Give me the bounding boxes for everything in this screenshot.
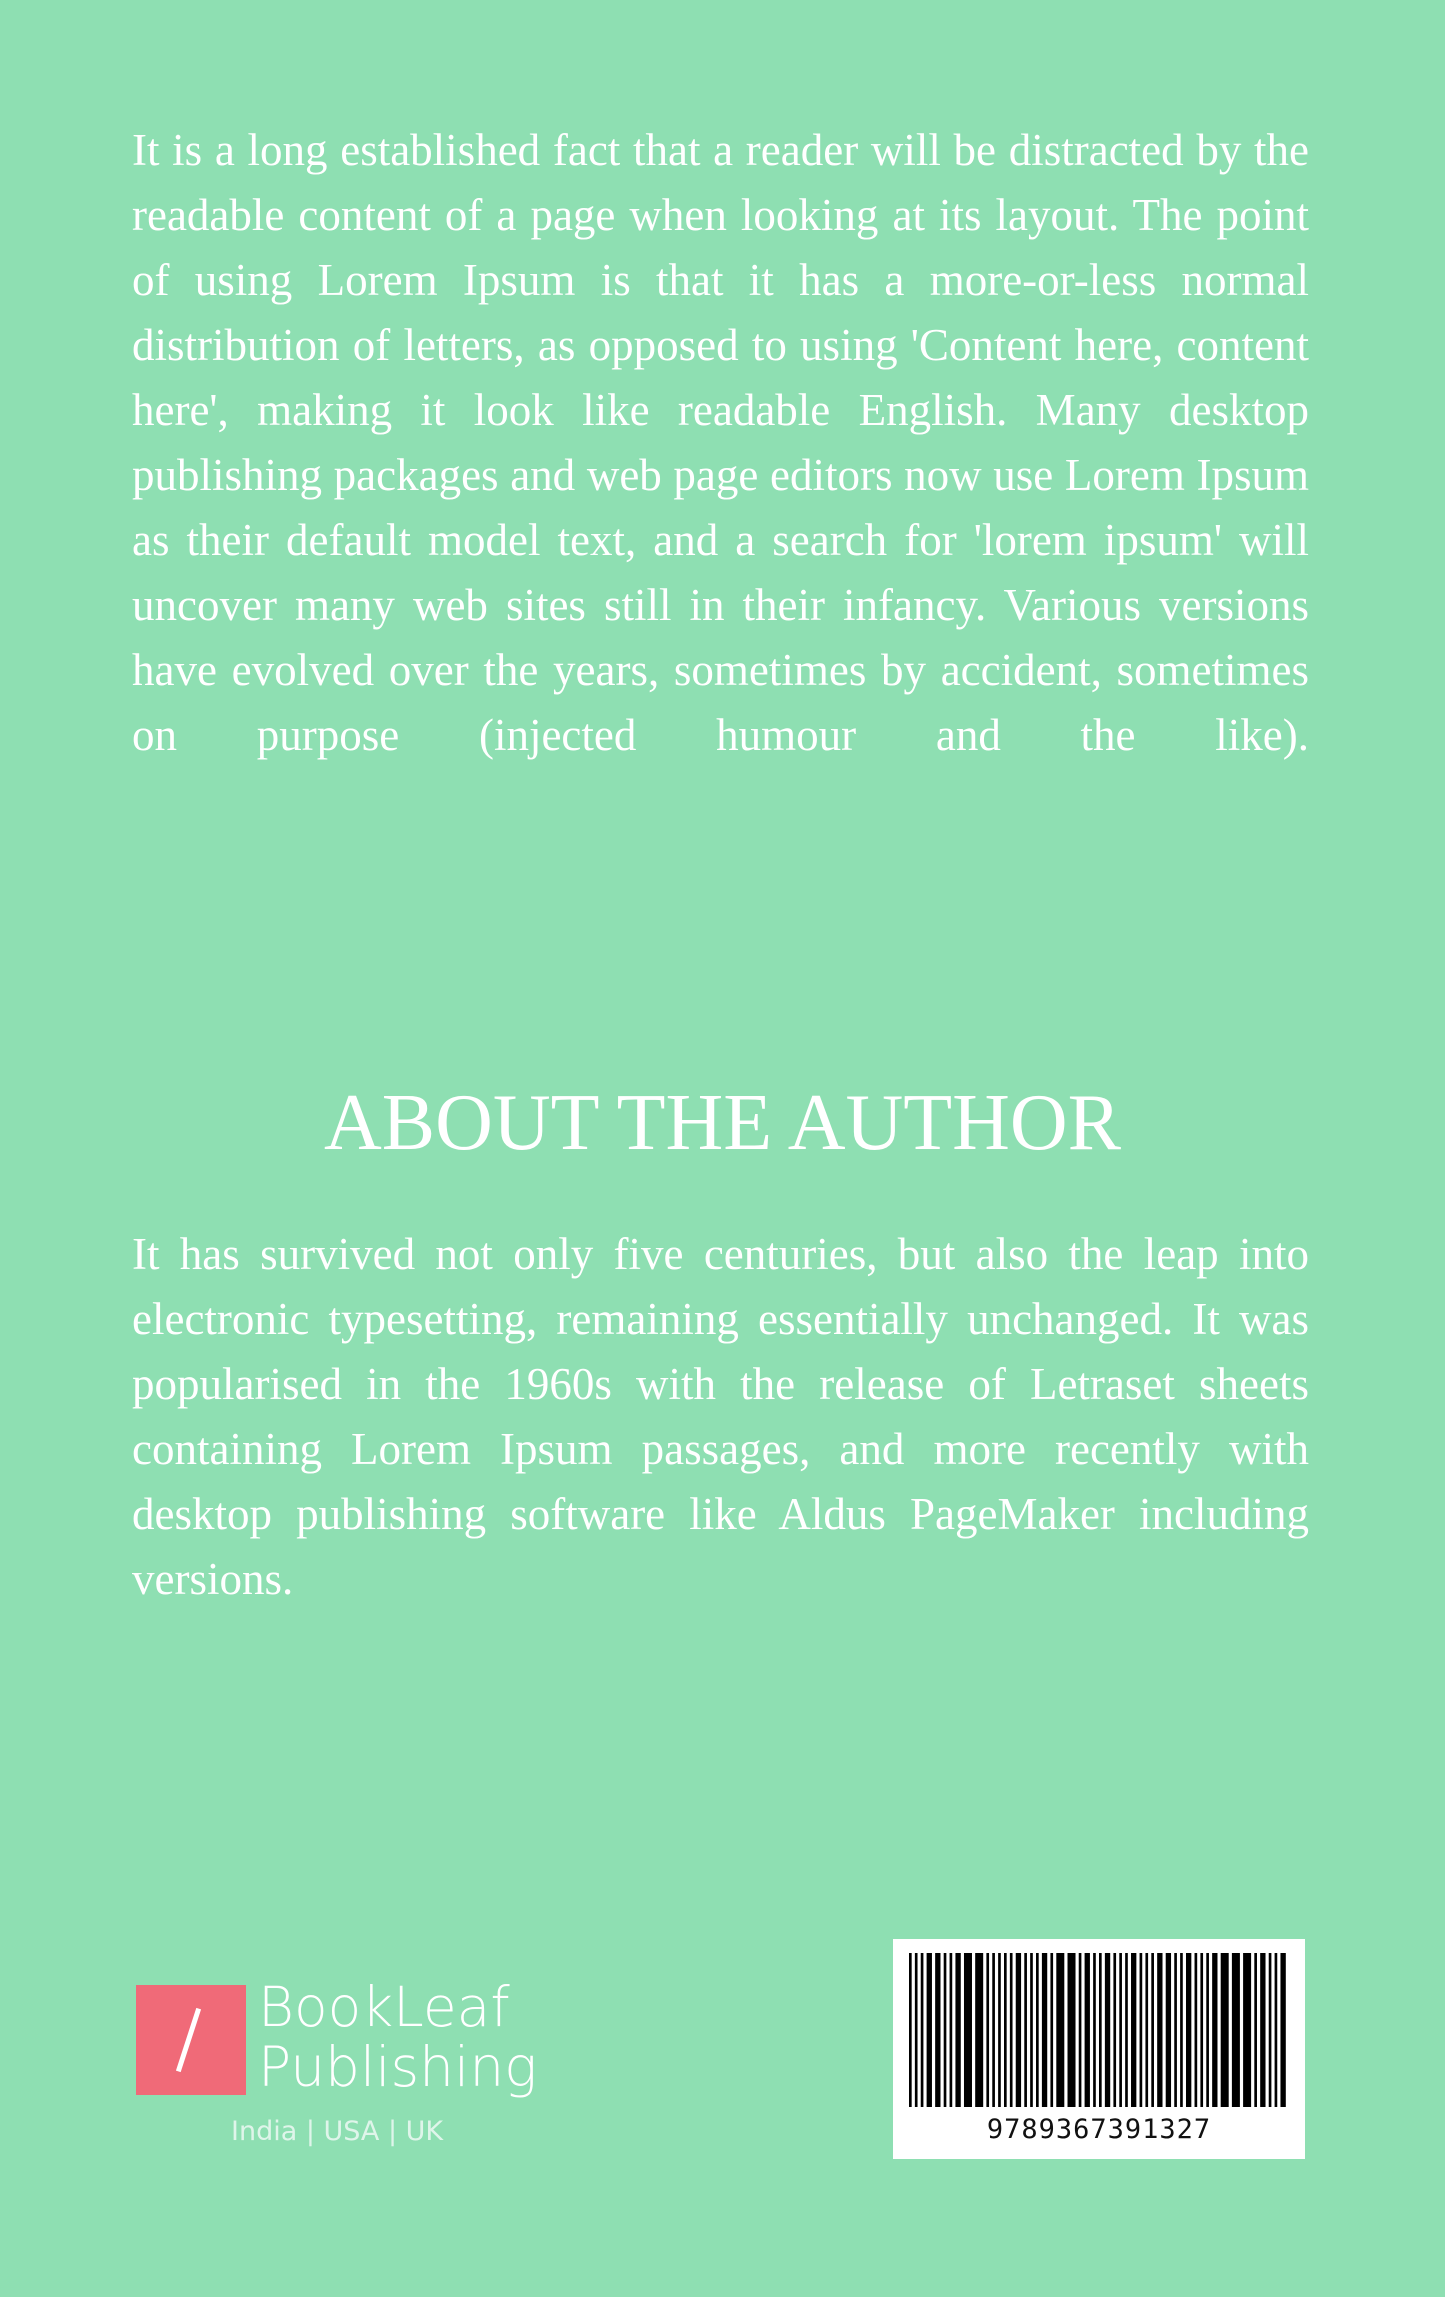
barcode-bar [1024,1953,1027,2107]
barcode-bar [1119,1953,1122,2107]
barcode-bar [1085,1953,1090,2107]
barcode-bar [1093,1953,1096,2107]
barcode-bar [1195,1953,1198,2107]
barcode-bar [1113,1953,1116,2107]
barcode-bar [1010,1953,1013,2107]
barcode-bar [1280,1953,1285,2107]
barcode-bar [1036,1953,1039,2107]
publisher-regions: India | USA | UK [231,2116,444,2147]
barcode-bar [1157,1953,1162,2107]
barcode-bar [1030,1953,1033,2107]
barcode-bar [1125,1953,1128,2107]
barcode-bar [944,1953,947,2107]
barcode-bar [909,1953,912,2107]
barcode-bar [998,1953,1001,2107]
barcode-bar [1269,1953,1272,2107]
barcode-bar [1260,1953,1265,2107]
barcode-bar [1275,1953,1278,2107]
author-bio: It has survived not only five centuries, but also the leap into electronic typesetting, remaining essentially unchanged. It was popularised in the 1960s with the release of Letraset sheets containing Lorem Ipsum passages, and more recently with desktop publishing software like Aldus PageMaker including versions. [132,1229,1309,1604]
barcode-bar [1056,1953,1064,2107]
barcode-bar [1186,1953,1191,2107]
barcode-bar [1050,1953,1053,2107]
barcode-bar [1212,1953,1217,2107]
barcode-bar [950,1953,953,2107]
publisher-name [258,1977,537,2097]
barcode-bar [1068,1953,1076,2107]
barcode-bar [1042,1953,1047,2107]
barcode-bar [1131,1953,1136,2107]
barcode-bar [1174,1953,1177,2107]
barcode-bar [1200,1953,1203,2107]
barcode-bar [1232,1953,1240,2107]
barcode-bars-icon [893,1939,1305,2115]
isbn-barcode [893,1939,1305,2159]
barcode-bar [964,1953,972,2107]
barcode-bar [992,1953,995,2107]
barcode-bar [1243,1953,1251,2107]
barcode-bar [935,1953,940,2107]
barcode-bar [1004,1953,1007,2107]
publisher-slash-icon [136,1985,246,2095]
barcode-bar [986,1953,989,2107]
barcode-bar [1254,1953,1257,2107]
barcode-bar [915,1953,918,2107]
barcode-bar [1140,1953,1143,2107]
publisher-logo [136,1975,556,2155]
barcode-bar [975,1953,983,2107]
back-cover-blurb: It is a long established fact that a reader will be distracted by the readable content of a page when looking at its layout. The point of using Lorem Ipsum is that it has a more-or-less normal distribution of letters, as opposed to using 'Content here, content here', making it look like readable English. Many desktop publishing packages and web page editors now use Lorem Ipsum as their default model text, and a search for 'lorem ipsum' will uncover many web sites still in their infancy. Various versions have evolved over the years, sometimes by accident, sometimes on purpose (injected humour and the like). [132,125,1309,760]
isbn-number: 9789367391327 [986,2114,1212,2145]
barcode-bar [1105,1953,1110,2107]
publisher-name-line2: Publishing [258,2035,538,2099]
barcode-bar [955,1953,960,2107]
barcode-bar [1151,1953,1154,2107]
barcode-bar [1206,1953,1209,2107]
barcode-bar [927,1953,932,2107]
barcode-bar [1016,1953,1021,2107]
barcode-bar [921,1953,924,2107]
barcode-bar [1079,1953,1082,2107]
barcode-bar [1145,1953,1148,2107]
about-author-heading: ABOUT THE AUTHOR [323,1079,1122,1167]
publisher-name-line1: BookLeaf [258,1975,510,2039]
barcode-bar [1180,1953,1183,2107]
barcode-bar [1099,1953,1102,2107]
barcode-bar [1221,1953,1229,2107]
barcode-bar [1166,1953,1171,2107]
